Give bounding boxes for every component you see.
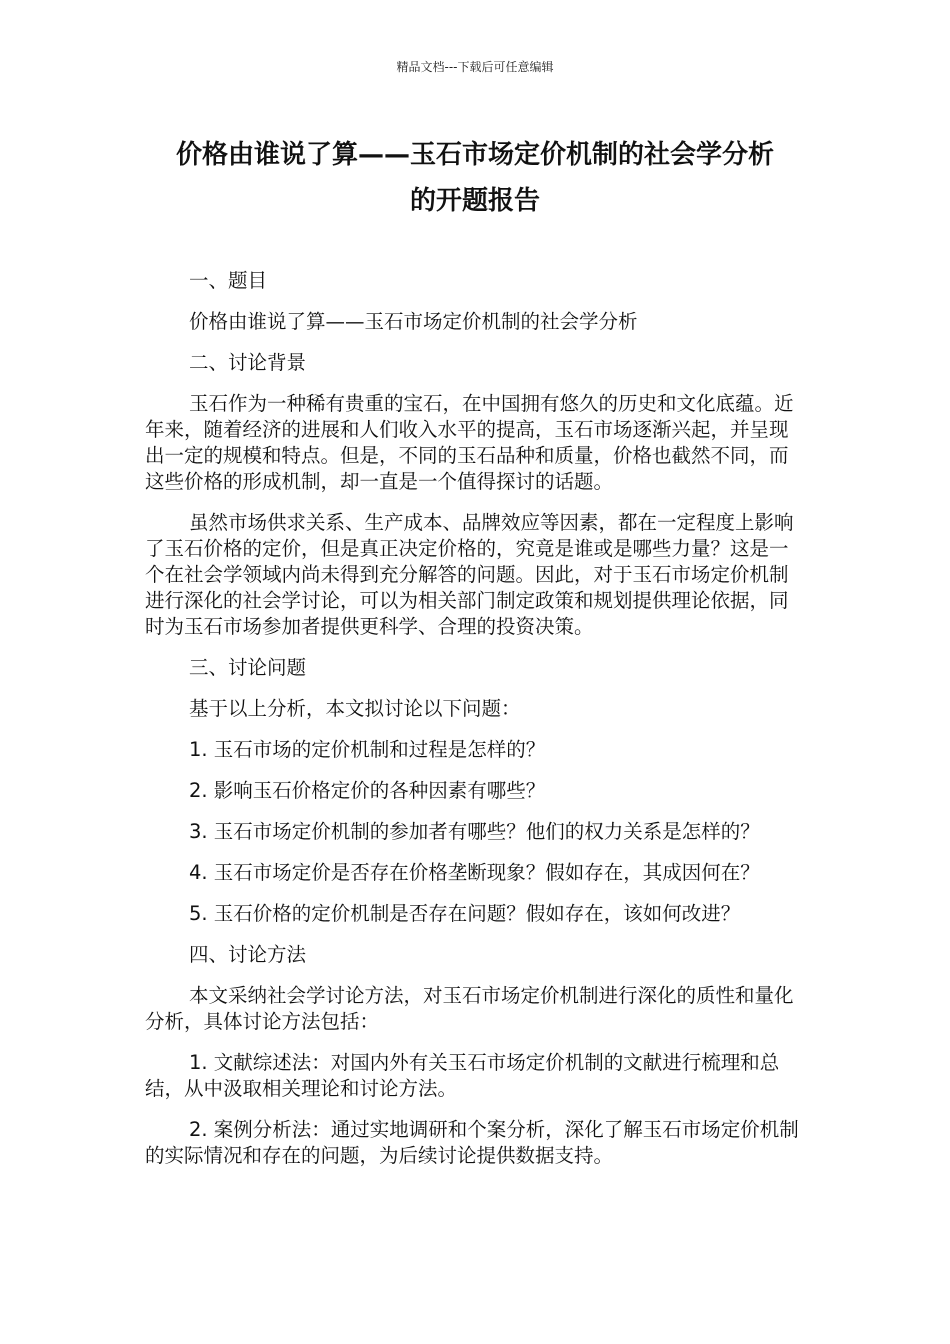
paragraph: 价格由谁说了算——玉石市场定价机制的社会学分析 xyxy=(189,310,638,333)
list-item: 2. 案例分析法：通过实地调研和个案分析，深化了解玉石市场定价机制的实际情况和存在的问题，为后续讨论提供数据支持。 xyxy=(145,1118,799,1167)
paragraph: 基于以上分析，本文拟讨论以下问题： xyxy=(189,697,521,720)
section-heading: 三、讨论问题 xyxy=(189,656,307,679)
list-item: 2. 影响玉石价格定价的各种因素有哪些？ xyxy=(189,779,546,802)
list-item: 3. 玉石市场定价机制的参加者有哪些？他们的权力关系是怎样的？ xyxy=(189,820,760,843)
title-line-1: 价格由谁说了算——玉石市场定价机制的社会学分析 xyxy=(175,140,774,170)
paragraph: 玉石作为一种稀有贵重的宝石，在中国拥有悠久的历史和文化底蕴。近年来，随着经济的进展和人们收入水平的提高，玉石市场逐渐兴起，并呈现出一定的规模和特点。但是，不同的玉石品种和质量，价格也截然不同，而这些价格的形成机制，却一直是一个值得探讨的话题。 xyxy=(145,392,794,493)
list-item: 4. 玉石市场定价是否存在价格垄断现象？假如存在，其成因何在？ xyxy=(189,861,760,884)
list-item: 1. 文献综述法：对国内外有关玉石市场定价机制的文献进行梳理和总结，从中汲取相关理论和讨论方法。 xyxy=(145,1051,780,1100)
title-line-2: 的开题报告 xyxy=(409,186,540,216)
section-heading: 二、讨论背景 xyxy=(189,351,307,374)
paragraph: 虽然市场供求关系、生产成本、品牌效应等因素，都在一定程度上影响了玉石价格的定价，但是真正决定价格的，究竟是谁或是哪些力量？这是一个在社会学领域内尚未得到充分解答的问题。因此，对于玉石市场定价机制进行深化的社会学讨论，可以为相关部门制定政策和规划提供理论依据，同时为玉石市场参加者提供更科学、合理的投资决策。 xyxy=(145,511,794,638)
document-body xyxy=(145,268,805,1184)
paragraph: 本文采纳社会学讨论方法，对玉石市场定价机制进行深化的质性和量化分析，具体讨论方法包括： xyxy=(145,984,794,1033)
section-heading: 四、讨论方法 xyxy=(189,943,307,966)
list-item: 1. 玉石市场的定价机制和过程是怎样的？ xyxy=(189,738,546,761)
page-header: 精品文档---下载后可任意编辑 xyxy=(396,60,554,74)
list-item: 5. 玉石价格的定价机制是否存在问题？假如存在，该如何改进？ xyxy=(189,902,741,925)
document-title xyxy=(140,132,810,224)
section-heading: 一、题目 xyxy=(189,269,268,292)
